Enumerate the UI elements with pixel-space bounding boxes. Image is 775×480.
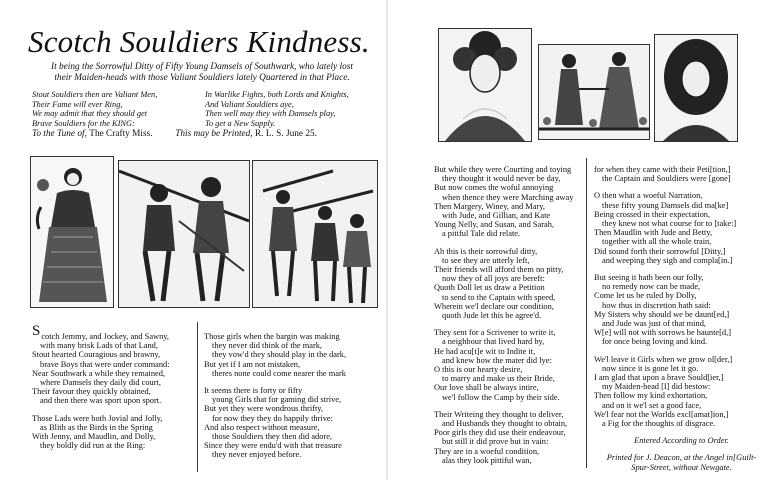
stanza-line: how thus in discretion hath said: [602, 300, 711, 310]
stanza-line: with many brisk Lads of that Land, [40, 341, 158, 351]
stanza-line: but still it did prove but in vain: [442, 437, 549, 447]
stanza-line: now they of all joys are bereft: [442, 274, 545, 284]
stanza-line: and weeping they sigh and compla[in.] [602, 255, 733, 265]
stanza-line: But yet they were wondrous thrifty, [204, 404, 324, 414]
stanza-line: Then Margery, Winey, and Mary, [434, 201, 545, 211]
stanza-line: With Jenny, and Maudlin, and Dolly, [32, 432, 156, 442]
stanza-line: they knew not what course for to [take:] [602, 219, 737, 229]
verse-line: Brave Souldiers for the KING: [32, 118, 135, 128]
stanza-line: now since it is gone let it go. [602, 363, 699, 373]
left-page [0, 0, 386, 480]
licence-date: R. L. S. June 25. [254, 129, 317, 139]
tune-name: The Crafty Miss. [89, 129, 153, 139]
stanza-line: they vow'd they should play in the dark, [212, 350, 347, 360]
stanza-line: He had acu[t]e wit to Indite it, [434, 346, 536, 356]
stanza-line: They sent for a Scrivener to write it, [434, 328, 556, 338]
stanza-line: Then follow my kind exhortation, [594, 391, 708, 401]
printer-imprint [594, 453, 769, 471]
stanza-line: We'l leave it Girls when we grow ol[der,] [594, 354, 733, 364]
stanza-line: to send to the Captain with speed, [442, 292, 556, 302]
stanza-line: they never enjoyed before. [212, 450, 302, 460]
stanza-line: Wherein we'l declare our condition, [434, 301, 554, 311]
stanza-line: together with all the whole train, [602, 237, 712, 247]
stanza-line: a Fig for the thoughts of disgrace. [602, 419, 716, 429]
stanza-line: Those Lads were both Jovial and Jolly, [32, 413, 163, 423]
stanza-line: Their friends will afford them no pitty, [434, 265, 564, 275]
left-column-1: S cotch Jemmy, and Jockey, and Sawny, with many brisk Lads of that Land, Stout hearted Couragious and brawny, brave Boys that were under command: Near Southwark a while they remained, where Damsels they daily did court, Their favour they quickly obtained, and then there was sport upon sport. Those Lads were both Jovial and Jolly, as Blith as the Birds in the Spring With Jenny, and Maudlin, and Dolly, they boldly did run at the Ring: [32, 324, 197, 458]
stanza-line: Then Maudlin with Jude and Betty, [594, 228, 713, 238]
stanza-line: and Husbands they thought to obtain, [442, 419, 568, 429]
stanza-line: they thought it would never be day, [442, 174, 561, 184]
stanza-line: Ah this is their sorrowful ditty, [434, 246, 538, 256]
stanza-line: they boldly did run at the Ring: [40, 441, 146, 451]
stanza-line: quoth Jude let this be agree'd. [442, 311, 542, 321]
stanza-line: But seeing it hath been our folly, [594, 273, 704, 283]
intro-verse-right [205, 90, 349, 128]
stanza-line: But while they were Courting and toying [434, 165, 572, 174]
stanza-line: to marry and make us their Bride, [442, 374, 555, 384]
verse-line: In Warlike Fights, both Lords and Knights, [205, 90, 349, 99]
stanza-line: those Souldiers they then did adore, [212, 432, 333, 442]
woodcut-couple-image [538, 44, 650, 140]
verse-line: And Valiant Souldiers aye, [205, 99, 294, 109]
subtitle-line: It being the Sorrowful Ditty of Fifty Young Damsels of Southwark, who lately lost [51, 62, 353, 72]
stanza-line: for once being loving and kind. [602, 337, 708, 347]
verse-line: To get a New Supply. [205, 118, 276, 128]
stanza-line: Since they were endu'd with that treasure [204, 441, 342, 451]
stanza-line: when thence they were Marching away [442, 192, 574, 202]
verse-line: Then well may they with Damsels play, [205, 109, 336, 119]
printing-permission: This may be Printed, [175, 129, 253, 139]
stanza-line: It seems there is forty or fifty [204, 386, 303, 396]
stanza-line: with Jude, and Gillian, and Kate [442, 211, 551, 221]
intro-verse-left [32, 90, 157, 128]
stanza-line: We'l fear not the Worlds excl[amat]ion,] [594, 409, 729, 419]
stanza-line: for now they they do happily thrive: [212, 413, 333, 423]
stanza-line: Young Nelly, and Susan, and Sarah, [434, 220, 555, 230]
stanza-line: O this is our hearty desire, [434, 365, 523, 375]
verse-line: Their Fame will ever Ring, [32, 99, 123, 109]
stanza-line: cotch Jemmy, and Jockey, and Sawny, [41, 332, 170, 341]
stanza-line: we'l follow the Camp by their side. [442, 392, 560, 402]
stanza-line: Did sound forth their sorrowful [Ditty,] [594, 246, 726, 256]
right-page [388, 0, 775, 480]
woodcut-soldiers-image [118, 160, 250, 308]
stanza-line: Stout hearted Couragious and brawny, [32, 350, 161, 360]
tune-prefix: To the Tune of, [32, 129, 87, 139]
stanza-line: brave Boys that were under command: [40, 359, 170, 369]
column-divider [586, 158, 587, 468]
stanza-line: But now comes the woful annoying [434, 183, 554, 193]
stanza-line: Quoth Doll let us draw a Petition [434, 283, 545, 293]
stanza-line: young Girls that for gaming did strive, [212, 395, 342, 405]
stanza-line: a neighbour that lived hard by, [442, 337, 545, 347]
ballad-title: Scotch Souldiers Kindness. [28, 24, 370, 59]
stanza-line: they never did think of the mark, [212, 341, 323, 351]
stanza-line: for when they came with their Peti[tion,] [594, 165, 731, 174]
stanza-line: O then what a woeful Narration, [594, 191, 703, 201]
stanza-line: no remedy now can be made, [602, 282, 701, 292]
woodcut-woman-image [30, 156, 114, 308]
stanza-line: theres none could come nearer the mark [212, 368, 346, 378]
stanza-line: a pitiful Tale did relate. [442, 229, 521, 239]
verse-line: Stout Souldiers then are Valiant Men, [32, 90, 158, 99]
stanza-line: and then there was sport upon sport. [40, 396, 162, 406]
stanza-line: Poor girls they did use their endeavour, [434, 428, 566, 438]
woodcut-lady-portrait-image [438, 28, 532, 142]
ballad-subtitle [32, 62, 372, 83]
stanza-line: and on it we'l set a good face, [602, 400, 702, 410]
stanza-line: But yet if I am not mistaken, [204, 359, 301, 369]
tune-line [32, 129, 377, 139]
woodcut-man-portrait-image [654, 34, 738, 142]
stanza-line: Our love shall be always intire, [434, 383, 539, 393]
column-divider [197, 322, 198, 472]
left-column-2 [204, 324, 379, 468]
stanza-line: My Sisters why should we be daunt[ed,] [594, 309, 730, 319]
verse-line: We may admit that they should get [32, 109, 148, 119]
stanza-line: my Maiden-head [I] did bestow: [602, 382, 711, 392]
stanza-line: Being crossed in their expectation, [594, 209, 711, 219]
entered-notice: Entered According to Order. [634, 436, 729, 446]
stanza-line: alas they look pittiful wan, [442, 455, 532, 465]
stanza-line: And also respect without measure, [204, 422, 320, 432]
stanza-line: Their favour they quickly obtained, [32, 387, 151, 397]
stanza-line: Their Writeing they thought to deliver, [434, 409, 564, 419]
stanza-line: these fifty young Damsels did ma[ke] [602, 200, 729, 210]
stanza-line: where Damsels they daily did court, [40, 378, 161, 388]
stanza-line: Come let us be ruled by Dolly, [594, 291, 697, 301]
stanza-line: Those girls when the bargin was making [204, 332, 340, 341]
imprint-line: Printed for J. Deacon, at the Angel in[Guilt- [606, 453, 757, 463]
stanza-line: to see they are utterly left, [442, 255, 530, 265]
right-column-1 [434, 157, 584, 473]
stanza-line: the Captain and Souldiers were [gone] [602, 174, 731, 184]
stanza-line: and Jude was just of that mind, [602, 319, 706, 329]
imprint-line: Spur-Street, without Newgate. [631, 462, 732, 472]
stanza-line: They are in a woeful condition, [434, 446, 540, 456]
woodcut-musketeers-image [252, 160, 378, 308]
subtitle-line: their Maiden-heads with those Valiant Souldiers lately Quartered in that Place. [54, 72, 350, 83]
stanza-line: and knew how the mater did lye: [442, 355, 552, 365]
right-column-2 [594, 157, 769, 480]
stanza-line: as Blith as the Birds in the Spring [40, 422, 153, 432]
stanza-line: Near Southwark a while they remained, [32, 368, 166, 378]
stanza-line: W[e] will not with sorrows be haunte[d,] [594, 328, 731, 338]
stanza-line: I am glad that upon a brave Sould[ier,] [594, 373, 724, 383]
